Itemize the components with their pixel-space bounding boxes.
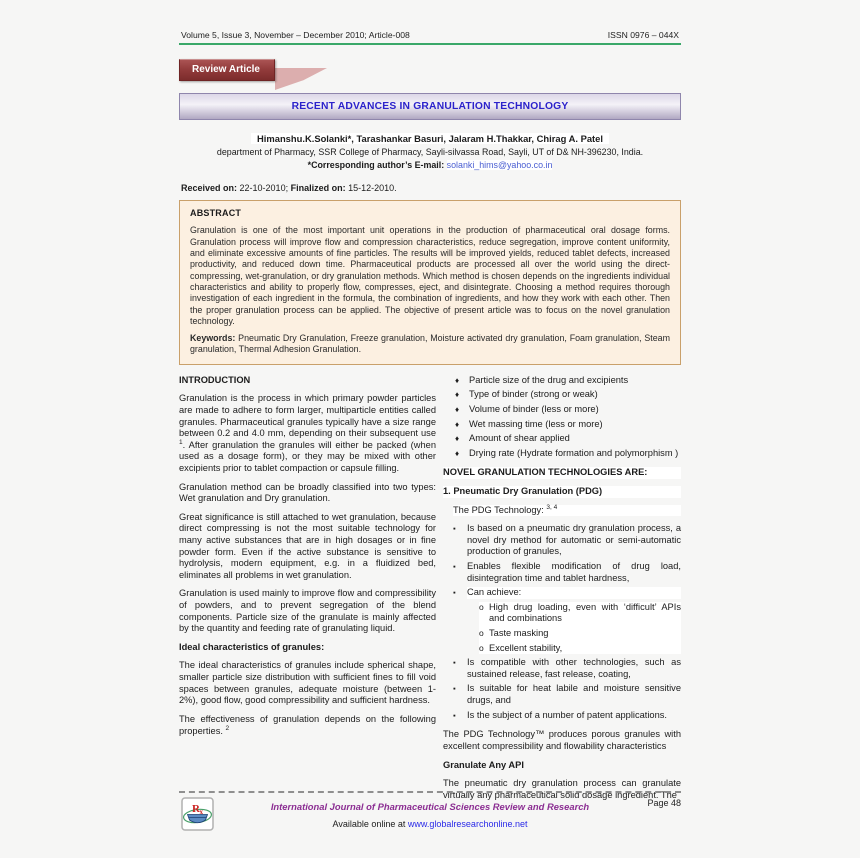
intro-paragraph-1 — [179, 393, 436, 474]
sub-bullet-text: High drug loading, even with ‘difficult’ APIs and combinations — [489, 601, 681, 624]
issn-number: ISSN 0976 – 044X — [607, 30, 679, 40]
diamond-bullet-icon: ♦ — [455, 434, 460, 444]
bullet-text: Amount of shear applied — [469, 433, 570, 444]
bullet-text: Type of binder (strong or weak) — [469, 389, 598, 400]
effectiveness-text: The effectiveness of granulation depends on the following properties. — [179, 713, 436, 736]
diamond-bullet-icon: ♦ — [455, 404, 460, 414]
sub-bullet-text: Taste masking — [489, 628, 549, 639]
pdg-bullet-list — [443, 523, 681, 721]
diamond-bullet-icon: ♦ — [455, 375, 460, 385]
list-item — [443, 404, 681, 416]
corresponding-label: *Corresponding author’s E-mail: — [307, 160, 447, 170]
authors-names: Himanshu.K.Solanki*, Tarashankar Basuri, Jalaram H.Thakkar, Chirag A. Patel — [251, 133, 609, 144]
article-title-bar — [179, 93, 681, 120]
page-content — [179, 0, 681, 808]
circle-bullet-icon: o — [479, 601, 484, 612]
square-bullet-icon: ▪ — [453, 684, 456, 694]
keywords-text: Pneumatic Dry Granulation, Freeze granulation, Moisture activated dry granulation, Foam granulation, Steam granulation, Thermal Adhesion Granulation. — [190, 333, 670, 355]
list-item — [443, 710, 681, 722]
pdg-technology-label — [453, 505, 681, 517]
square-bullet-icon: ▪ — [453, 658, 456, 668]
intro-p1-rest: . After granulation the granules will either be packed (when used as a dosage form), or they may be mixed with other excipients prior to tablet compaction or capsule filling. — [179, 439, 436, 473]
intro-paragraph-2: Granulation method can be broadly classified into two types: Wet granulation and Dry granulation. — [179, 481, 436, 504]
page-header — [179, 30, 681, 45]
can-achieve-sublist — [479, 602, 681, 654]
reference-superscript-3-4: 3, 4 — [546, 503, 558, 511]
website-link[interactable]: www.globalresearchonline.net — [407, 819, 528, 829]
intro-paragraph-3: Great significance is still attached to wet granulation, because direct compressing is not the most suitable technology for many active substances that are in high dosages or in fine powder form. Even if the active substance is sensitive to hydrolysis, modern equipment, e.g. in a fluidized bed, eliminates all problems in wet granulation. — [179, 511, 436, 580]
granulate-api-paragraph: The pneumatic dry granulation process can granulate virtually any pharmaceutical solid dosage ingredient. The — [443, 778, 681, 800]
circle-bullet-icon: o — [479, 628, 484, 639]
svg-text:R: R — [192, 803, 200, 815]
sub-list-item — [479, 602, 681, 625]
list-item — [443, 433, 681, 445]
circle-bullet-icon: o — [479, 642, 484, 653]
pdg-heading: 1. Pneumatic Dry Granulation (PDG) — [443, 486, 681, 498]
ideal-characteristics-heading: Ideal characteristics of granules: — [179, 641, 325, 652]
effectiveness-paragraph — [179, 714, 436, 737]
volume-info: Volume 5, Issue 3, November – December 2010; Article-008 — [181, 30, 410, 40]
properties-bullet-list — [443, 375, 681, 460]
abstract-heading: ABSTRACT — [190, 208, 242, 218]
list-item — [443, 587, 681, 599]
keywords-label: Keywords: — [190, 333, 236, 344]
list-item — [443, 419, 681, 431]
square-bullet-icon: ▪ — [453, 588, 456, 598]
diamond-bullet-icon: ♦ — [455, 390, 460, 400]
rx-journal-logo-icon — [181, 797, 214, 831]
department-line: department of Pharmacy, SSR College of Pharmacy, Sayli-silvassa Road, Sayli, UT of D& NH-396230, India. — [216, 147, 644, 157]
reference-superscript-2: 2 — [225, 724, 230, 732]
pdg-label-text: The PDG Technology: — [453, 504, 547, 515]
reference-superscript-1: 1 — [179, 438, 183, 446]
list-item — [443, 657, 681, 680]
diamond-bullet-icon: ♦ — [455, 448, 460, 458]
sub-list-item — [479, 628, 681, 640]
bullet-text: Is based on a pneumatic dry granulation process, a novel dry method for automatic or semi-automatic production of granules, — [467, 523, 681, 557]
right-column — [443, 375, 681, 809]
list-item — [443, 523, 681, 558]
received-label: Received on: — [181, 183, 238, 193]
corresponding-line — [179, 160, 681, 170]
bullet-text: Is suitable for heat labile and moisture sensitive drugs, and — [467, 683, 681, 706]
received-value: 22-10-2010; — [237, 183, 291, 193]
list-item — [443, 448, 681, 460]
diamond-bullet-icon: ♦ — [455, 419, 460, 429]
svg-text:x: x — [199, 808, 203, 816]
introduction-heading: INTRODUCTION — [179, 374, 251, 385]
two-column-body — [179, 375, 681, 809]
footer-row — [179, 797, 681, 815]
review-article-badge-wrap — [179, 59, 299, 81]
bullet-text: Can achieve: — [467, 587, 681, 599]
available-prefix: Available online at — [332, 819, 408, 829]
abstract-box — [179, 200, 681, 365]
sub-list-item — [479, 643, 681, 655]
available-online-line — [179, 819, 681, 829]
bullet-text: Drying rate (Hydrate formation and polymorphism ) — [469, 447, 679, 458]
ideal-characteristics-paragraph: The ideal characteristics of granules include spherical shape, smaller particle size distribution with sufficient fines to fill void spaces between granules, adequate moisture (between 1-2%), good flow, good compressibility and sufficient hardness. — [179, 660, 436, 706]
article-title: RECENT ADVANCES IN GRANULATION TECHNOLOGY — [291, 101, 569, 112]
abstract-text: Granulation is one of the most important unit operations in the production of pharmaceutical oral dosage forms. Granulation process will improve flow and compression characteristics, reduce segregation, improve content uniformity, and eliminate excessive amounts of fine particles. The results will be improved yields, reduced tablet defects, increased productivity, and reduced down time. Pharmaceutical products are processed all over the world using the direct-compressing, wet-granulation, or dry granulation methods. Which method is chosen depends on the ingredients individual characteristics and ability to properly flow, compresses, eject, and disintegrate. Choosing a method requires thorough investigation of each ingredient in the formula, the combination of ingredients, and how they work with each other. Then the proper granulation process can be applied. The objective of present article was to focus on the novel granulation technology. — [190, 225, 670, 326]
page-number: Page 48 — [647, 798, 681, 808]
square-bullet-icon: ▪ — [453, 524, 456, 534]
bullet-text: Wet massing time (less or more) — [469, 418, 603, 429]
granulate-any-api-heading: Granulate Any API — [443, 759, 524, 770]
bullet-text: Volume of binder (less or more) — [469, 403, 599, 414]
sub-bullet-text: Excellent stability, — [489, 642, 563, 653]
intro-p1-text: Granulation is the process in which primary powder particles are made to adhere to form larger, multiparticle entities called granules. Pharmaceutical granules typically have a size range between 0.2 and 4.0 mm, depending on their subsequent use — [179, 393, 436, 439]
received-line — [179, 183, 681, 193]
keywords-line — [190, 333, 670, 356]
left-column — [179, 375, 436, 809]
list-item — [443, 375, 681, 387]
corresponding-email-link[interactable]: solanki_hims@yahoo.co.in — [446, 160, 553, 170]
badge-ribbon-icon — [275, 68, 327, 90]
square-bullet-icon: ▪ — [453, 710, 456, 720]
finalized-label: Finalized on: — [290, 183, 346, 193]
bullet-text: Is compatible with other technologies, such as sustained release, fast release, coating, — [467, 657, 681, 679]
review-article-badge: Review Article — [179, 59, 275, 81]
square-bullet-icon: ▪ — [453, 562, 456, 571]
intro-paragraph-4: Granulation is used mainly to improve flow and compressibility of powders, and to prevent segregation of the blend components. Particle size of the granulate is mainly affected by the quantity and feeding rate of granulating liquid. — [179, 588, 436, 634]
list-item — [443, 389, 681, 401]
page-footer — [179, 791, 681, 829]
bullet-text: Enables flexible modification of drug load, disintegration time and tablet hardness, — [467, 561, 681, 583]
pdg-trademark-paragraph: The PDG Technology™ produces porous granules with excellent compressibility and flowability characteristics — [443, 729, 681, 751]
journal-name: International Journal of Pharmaceutical Sciences Review and Research — [270, 801, 590, 812]
bullet-text: Particle size of the drug and excipients — [469, 374, 629, 385]
authors-line — [179, 133, 681, 144]
list-item — [443, 683, 681, 706]
list-item — [443, 561, 681, 584]
finalized-value: 15-12-2010. — [345, 183, 397, 193]
novel-technologies-heading: NOVEL GRANULATION TECHNOLOGIES ARE: — [443, 467, 681, 479]
bullet-text: Is the subject of a number of patent applications. — [467, 709, 668, 720]
